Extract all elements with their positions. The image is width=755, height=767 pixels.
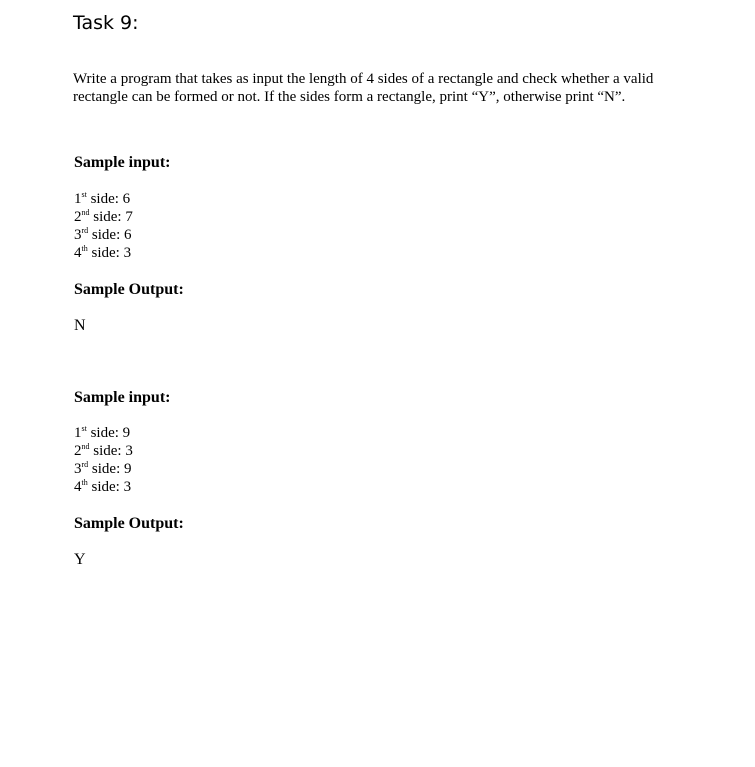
description-line-1: Write a program that takes as input the length of 4 sides of a rectangle and check whether a valid [73,71,654,87]
sample-input-list-1 [74,190,133,262]
sample-input-list-2 [74,424,133,496]
task-description [73,70,693,106]
side-item: 3rd side: 9 [74,460,132,477]
side-item: 1st side: 9 [74,424,131,441]
sample-output-heading-2: Sample Output: [74,515,184,532]
sample-output-value-1: N [74,317,86,334]
side-item: 3rd side: 6 [74,226,132,243]
description-line-2: rectangle can be formed or not. If the sides form a rectangle, print “Y”, otherwise print “N”. [73,89,626,105]
side-item: 2nd side: 7 [74,208,133,225]
sample-input-heading-1: Sample input: [74,154,171,171]
sample-input-heading-2: Sample input: [74,389,171,406]
side-item: 4th side: 3 [74,244,132,261]
side-item: 4th side: 3 [74,478,132,495]
side-item: 2nd side: 3 [74,442,133,459]
sample-output-value-2: Y [74,551,86,568]
task-title: Task 9: [73,12,139,34]
side-item: 1st side: 6 [74,190,131,207]
sample-output-heading-1: Sample Output: [74,281,184,298]
